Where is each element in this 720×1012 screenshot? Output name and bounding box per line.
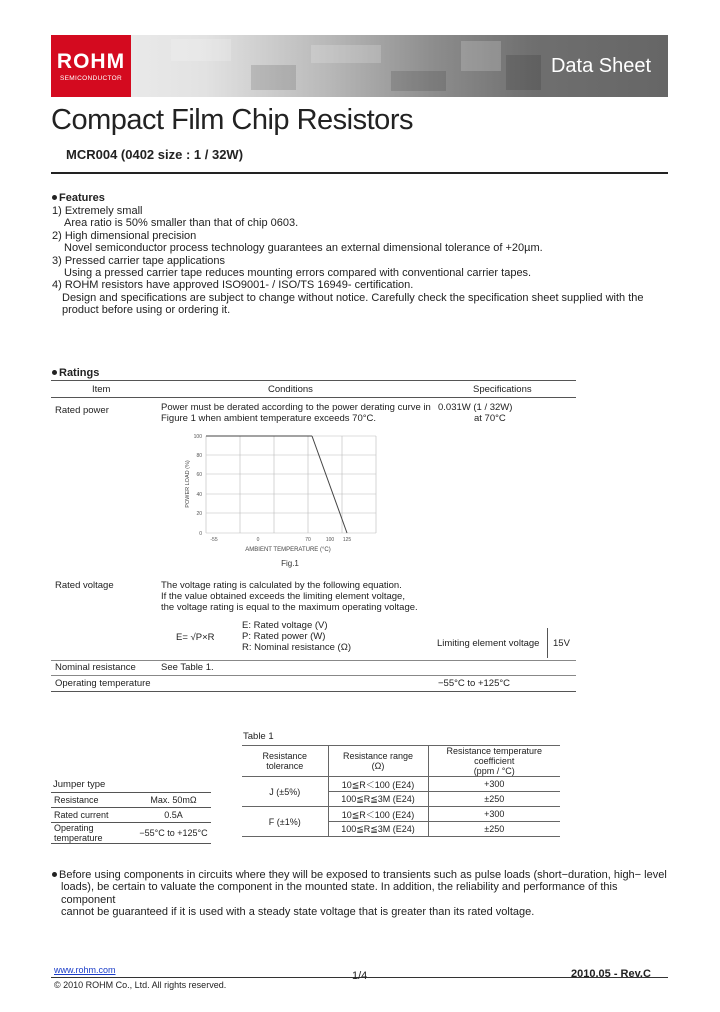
table1-coef: +300 [428,807,560,822]
revision-date: 2010.05 - Rev.C [571,968,651,980]
rated-power-spec-1: 0.031W (1 / 32W) [438,402,513,413]
rated-power-condition-2: Figure 1 when ambient temperature exceeds 70°C. [161,413,377,424]
table-rule [51,660,576,661]
y-tick: 0 [199,531,202,537]
table1-header-range: Resistance range (Ω) [328,746,428,777]
rated-voltage-condition-1: The voltage rating is calculated by the following equation. [161,580,402,591]
feature-line: Design and specifications are subject to change without notice. Carefully check the specification sheet supplied with the [62,291,644,304]
feature-line: Area ratio is 50% smaller than that of chip 0603. [64,217,299,230]
table1-tolerance: J (±5%) [242,777,328,807]
jumper-label: Resistance [51,793,136,808]
table1-title: Table 1 [243,731,274,742]
logo-sub-text: SEMICONDUCTOR [60,75,122,82]
jumper-label: Rated current [51,808,136,823]
x-tick: 125 [342,537,352,543]
page-subtitle: MCR004 (0402 size : 1 / 32W) [66,147,244,162]
y-tick: 100 [193,434,202,440]
y-tick: 40 [196,492,202,498]
table1-range: 100≦R≦3M (E24) [328,822,428,837]
def-p: P: Rated power (W) [242,631,326,642]
features-list [52,205,644,317]
page-title: Compact Film Chip Resistors [51,104,413,136]
usage-note [52,869,672,919]
jumper-table [51,792,211,844]
feature-line: product before using or ordering it. [62,304,231,317]
feature-line: 1) Extremely small [52,205,143,217]
x-tick: 0 [256,537,260,543]
table-rule [51,397,576,398]
table1-coef: ±250 [428,792,560,807]
feature-line: 3) Pressed carrier tape applications [52,254,226,267]
x-axis-label: AMBIENT TEMPERATURE (°C) [245,547,331,553]
note-line: Before using components in circuits where they will be exposed to transients such as pulse loads (short−duration, high− level [59,869,667,881]
limit-divider [547,628,548,658]
rohm-website-link[interactable]: www.rohm.com [54,965,116,975]
table1-range: 10≦R＜100 (E24) [328,777,428,792]
rated-power-spec-2: at 70°C [474,413,506,424]
feature-line: 4) ROHM resistors have approved ISO9001- / ISO/TS 16949- certification. [52,279,414,292]
bullet-icon [52,370,57,375]
rated-voltage-condition-3: the voltage rating is equal to the maximum operating voltage. [161,602,418,613]
table1-range: 10≦R＜100 (E24) [328,807,428,822]
derating-graph [180,428,380,568]
table1-coef: ±250 [428,822,560,837]
table1-header-tolerance: Resistance tolerance [242,746,328,777]
doc-type-box [534,35,668,97]
jumper-label: Operating temperature [51,823,136,844]
feature-line: 2) High dimensional precision [52,229,197,242]
table-rule [51,691,576,692]
doc-type-label: Data Sheet [550,54,652,77]
rated-voltage-condition-2: If the value obtained exceeds the limiting element voltage, [161,591,405,602]
y-tick: 80 [196,453,202,459]
y-tick: 60 [196,472,202,478]
nominal-resistance-item: Nominal resistance [55,662,136,673]
y-tick: 20 [196,511,202,517]
def-r: R: Nominal resistance (Ω) [242,642,351,653]
figure-caption: Fig.1 [281,559,299,568]
x-tick: 70 [305,537,311,543]
nominal-resistance-condition: See Table 1. [161,662,214,673]
table1-range: 100≦R≦3M (E24) [328,792,428,807]
note-line: cannot be guaranteed if it is used with a steady state voltage that is greater than its rated voltage. [61,906,535,919]
col-header-specifications: Specifications [473,384,532,395]
limiting-voltage-label: Limiting element voltage [437,638,540,649]
note-line: loads), be certain to valuate the component in the mounted state. In addition, the reliability and performance of this component [61,881,618,906]
ratings-heading: Ratings [52,367,99,379]
voltage-equation: E= √P×R [176,632,215,643]
y-axis-label: POWER LOAD (%) [185,460,191,508]
x-tick: 100 [325,537,335,543]
title-rule [51,172,668,174]
page-number: 1/4 [352,970,368,982]
jumper-title: Jumper type [53,779,106,790]
feature-line: Using a pressed carrier tape reduces mounting errors compared with conventional carrier tapes. [64,267,532,280]
rated-power-condition-1: Power must be derated according to the power derating curve in [161,402,431,413]
table1-tolerance: F (±1%) [242,807,328,837]
limiting-voltage-value: 15V [553,638,570,649]
col-header-conditions: Conditions [268,384,313,395]
col-header-item: Item [92,384,111,395]
logo-main-text: ROHM [56,50,126,73]
bullet-icon [52,195,57,200]
copyright-text: © 2010 ROHM Co., Ltd. All rights reserved. [54,980,227,990]
operating-temperature-item: Operating temperature [55,678,151,689]
feature-line: Novel semiconductor process technology guarantees an external dimensional tolerance of +20µm. [64,242,543,255]
bullet-icon [52,872,57,877]
graph-grid [206,436,376,533]
jumper-value: 0.5A [136,808,211,823]
features-heading: Features [52,192,105,204]
table1-header-coefficient: Resistance temperature coefficient (ppm / °C) [428,746,560,777]
rated-power-item: Rated power [55,405,109,416]
def-e: E: Rated voltage (V) [242,620,328,631]
table-rule [51,675,576,676]
x-tick: -55 [210,537,218,543]
table1-coef: +300 [428,777,560,792]
rohm-logo[interactable] [51,35,131,97]
rated-voltage-item: Rated voltage [55,580,114,591]
operating-temperature-spec: −55°C to +125°C [438,678,511,689]
jumper-value: Max. 50mΩ [136,793,211,808]
table-rule [51,380,576,381]
jumper-value: −55°C to +125°C [136,823,211,844]
table1 [242,745,560,837]
